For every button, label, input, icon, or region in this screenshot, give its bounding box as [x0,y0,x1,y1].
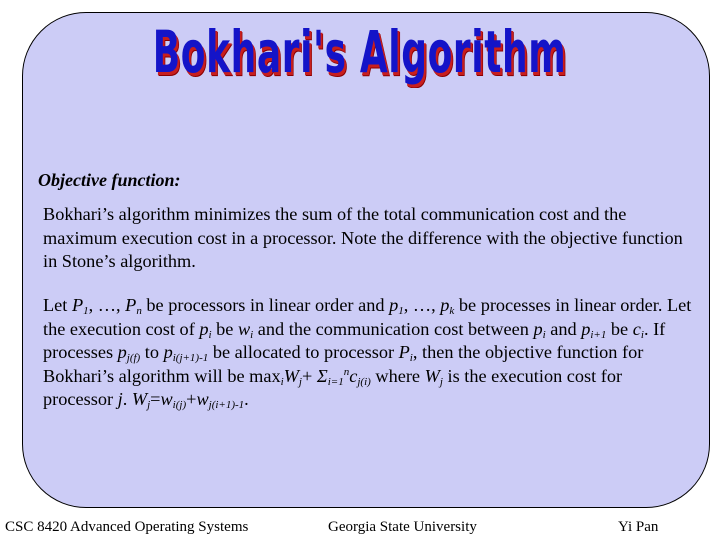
slide-title: Bokhari's Algorithm [153,18,567,86]
objective-heading: Objective function: [38,170,181,190]
paragraph-definitions: Let $P_1$, …, $P_n$ be processors in linear order and $p_1$, …, $p_k$ be processes in linear order. Let the execution cost of $p_i$ be $w_i$ and the communication cost between $p_i$ and $p_{i+1}$ be $c_i$. If processes $p_{j(f)}$ to $p_{i(j+1)-1}$ be allocated to processor $P_i$, then the objective function for Bokhari’s algorithm will be $\max_iW_j+ \Sigma_{i=1}^nc_{j(i)}$ where $W_j$ is the execution cost for processor j. $W_j=w_{i(j)}+w_{j(i+1)-1}$. [43,295,692,411]
footer-course: CSC 8420 Advanced Operating Systems [5,519,249,535]
footer-university: Georgia State University [328,519,477,535]
paragraph-bokhari-intro: Bokhari’s algorithm minimizes the sum of the total communication cost and the maximum execution cost in a processor. Note the difference with the objective function in Stone’s algorithm. [43,204,683,271]
title-container [0,18,720,86]
footer-author: Yi Pan [618,519,659,535]
